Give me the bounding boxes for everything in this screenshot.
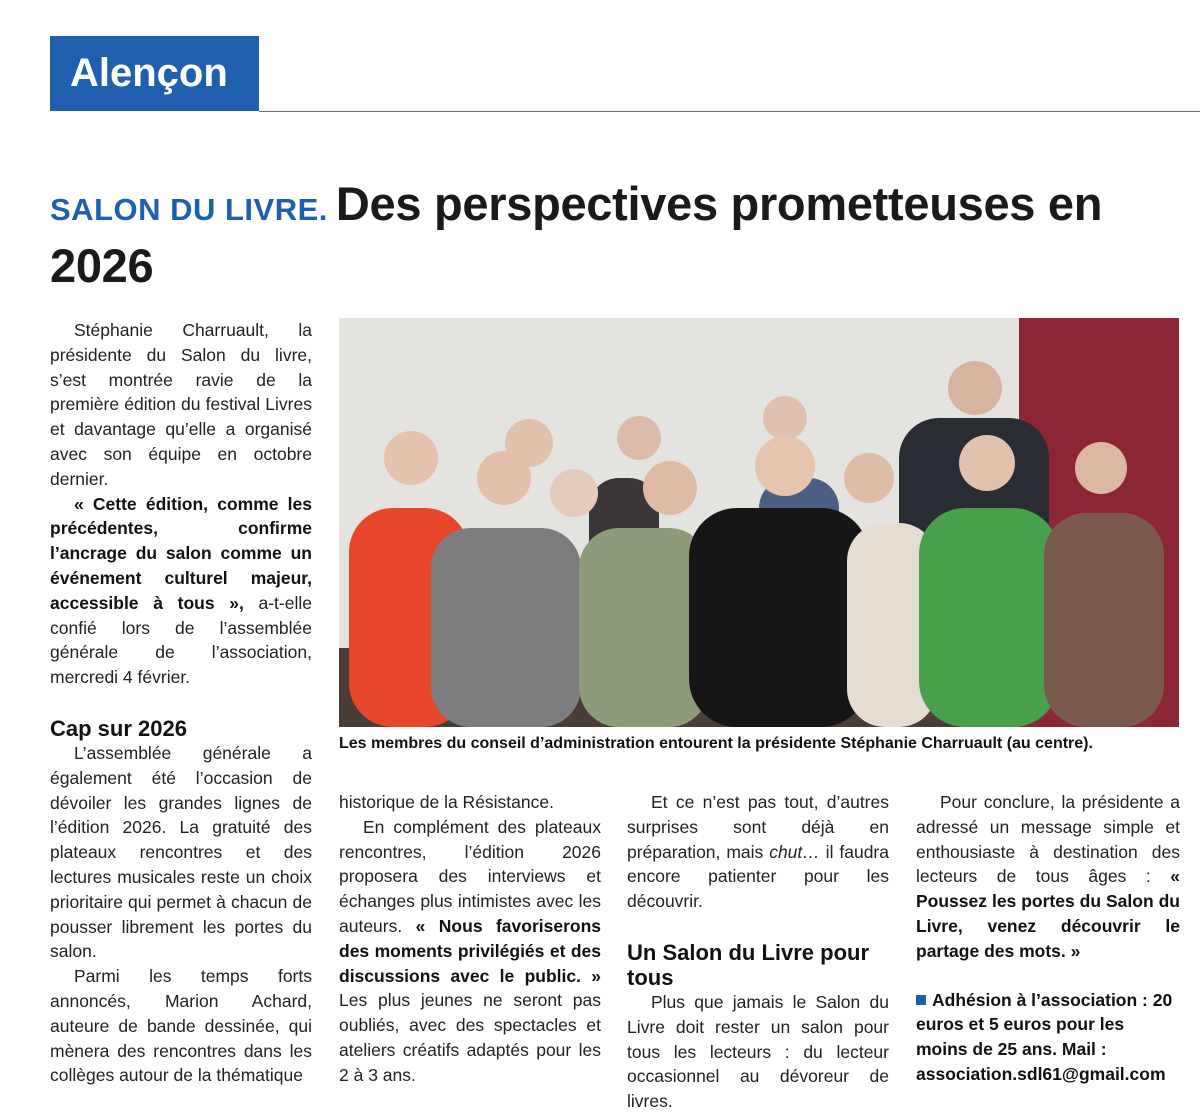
header-rule bbox=[259, 111, 1200, 112]
col2-paragraph-2b: Les plus jeunes ne seront pas oubliés, avec des spectacles et ateliers créatifs adaptés pour les 2 à 3 ans. bbox=[339, 990, 601, 1085]
col1-paragraph-3: L’assemblée générale a également été l’occasion de dévoiler les grandes lignes de l’édition 2026. La gratuité des plateaux rencontres et des lectures musicales reste un choix prioritaire qui permet à chacun de pousser librement les portes du salon. bbox=[50, 742, 312, 962]
col2-paragraph-1: historique de la Résistance. bbox=[339, 792, 554, 812]
col2-paragraph-2 bbox=[339, 815, 601, 1088]
photo-caption: Les membres du conseil d’administration entourent la présidente Stéphanie Charruault (au centre). bbox=[339, 735, 1093, 752]
col3-paragraph-2: Plus que jamais le Salon du Livre doit rester un salon pour tous les lecteurs : du lecteur occasionnel au dévoreur de livres. bbox=[627, 991, 889, 1112]
column-4 bbox=[916, 790, 1180, 1087]
col2-paragraph-2a: En complément des plateaux rencontres, l’édition 2026 proposera des interviews et échanges plus intimistes avec les auteurs. bbox=[339, 816, 601, 936]
col4-paragraph-1a: Pour conclure, la présidente a adressé un message simple et enthousiaste à destination des lecteurs de tous âges : bbox=[916, 792, 1180, 887]
col3-emphasis: chut… bbox=[769, 841, 820, 862]
column-1 bbox=[50, 318, 312, 1088]
headline-kicker: SALON DU LIVRE. bbox=[50, 192, 328, 227]
col3-paragraph-1 bbox=[627, 790, 889, 914]
column-3 bbox=[627, 790, 889, 1114]
group-photo-illustration bbox=[339, 318, 1179, 727]
article-photo bbox=[339, 318, 1179, 727]
col3-paragraph-1a: Et ce n’est pas tout, d’autres surprises sont déjà en préparation, mais bbox=[627, 792, 889, 862]
col1-paragraph-2-rest: a-t-elle confié lors de l’assemblée générale de l’association, mercredi 4 février. bbox=[50, 592, 312, 688]
col4-quote: « Poussez les portes du Salon du Livre, venez découvrir le partage des mots. » bbox=[916, 866, 1180, 961]
headline bbox=[50, 176, 1180, 294]
col1-quote: « Cette édition, comme les précédentes, confirme l’ancrage du salon comme un événement culturel majeur, accessible à tous », bbox=[50, 493, 312, 613]
subhead-salon-pour-tous: Un Salon du Livre pour tous bbox=[627, 939, 870, 990]
square-bullet-icon bbox=[916, 995, 926, 1005]
col3-paragraph-1b: il faudra encore patienter pour les découvrir. bbox=[627, 841, 889, 912]
col2-quote: « Nous favoriserons des moments privilégiés et des discussions avec le public. » bbox=[339, 915, 601, 986]
headline-title: Des perspectives prometteuses en 2026 bbox=[50, 177, 1103, 292]
col1-paragraph-2 bbox=[50, 492, 312, 690]
col4-paragraph-1 bbox=[916, 790, 1180, 964]
col1-paragraph-1: Stéphanie Charruault, la présidente du Salon du livre, s’est montrée ravie de la première édition du festival Livres et davantage qu’elle a organisé avec son équipe en octobre dernier. bbox=[50, 320, 312, 489]
col1-paragraph-4: Parmi les temps forts annoncés, Marion Achard, auteure de bande dessinée, qui mènera des rencontres dans les collèges autour de la thématique bbox=[50, 966, 312, 1086]
section-tag: Alençon bbox=[50, 36, 259, 111]
membership-info bbox=[916, 988, 1180, 1087]
column-2 bbox=[339, 790, 601, 1088]
subhead-cap-2026: Cap sur 2026 bbox=[50, 715, 187, 741]
membership-text: Adhésion à l’association : 20 euros et 5 euros pour les moins de 25 ans. Mail : association.sdl61@gmail.com bbox=[916, 989, 1173, 1084]
